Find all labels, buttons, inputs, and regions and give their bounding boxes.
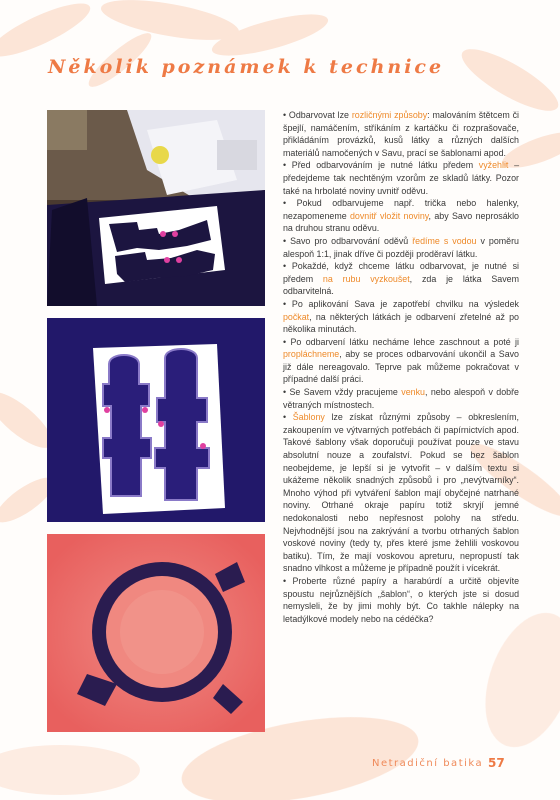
footer-book-title: Netradiční batika	[372, 758, 484, 769]
paragraph-2: • Před odbarvováním je nutné látku předem vyžehlit – předejdeme tak nechtěným vzorům ze skladů látky. Pozor také na hrbolaté noviny uvnitř oděvu.	[283, 160, 520, 196]
paragraph-5: • Pokaždé, když chceme látku odbarvovat, je nutné si předem na rubu vyzkoušet, zda je látka Savem odbarvitelná.	[283, 261, 520, 297]
page-title: Několik poznámek k technice	[48, 56, 445, 78]
paragraph-9: • Šablony lze získat různými způsoby – obkreslením, zakoupením ve výtvarných potřebách či papírnictvích apod. Takové šablony však doporučuji používat pouze ve stavu absolutní nouze a zoufalství. Pokud se bez šablon neobejdeme, je lepší si je vytvořit – v dalším textu si ukážeme několik snadných způsobů i pro „nevýtvarníky“. Mnoho výhod při vytváření šablon mají obyčejné natrhané noviny. Otrhané okraje papíru totiž skryjí jemné nedokonalosti nebo nepřesnost polohy na středu. Nejvhodnější jsou na zakrývání a tvorbu otrhaných šablon voskové noviny (tedy ty, přes které jsme žehlili voskovou batiku). Tím, že mají voskovou apreturu, nepropustí tak snadno vlhkost a můžeme je případně použít i vícekrát.	[283, 412, 520, 574]
body-text	[283, 109, 519, 625]
paragraph-6: • Po aplikování Sava je zapotřebí chvilku na výsledek počkat, na některých látkách je odbarvení zřetelné až po několika minutách.	[283, 298, 519, 335]
paragraph-7: • Po odbarvení látku necháme lehce zaschnout a poté ji propláchneme, aby se proces odbarvování ukončil a Savo již dále nereagovalo. Teprve pak můžeme pokračovat v případné další práci.	[283, 336, 519, 385]
paragraph-10: • Proberte různé papíry a harabúrdí a určitě objevíte spoustu nejrůznějších „šablon“, o kterých jste si dosud nemysleli, že by jimi mohly být. Co takhle nálepky na letadýlkové modely nebo na cédéčka?	[283, 575, 519, 624]
photo-stencil-on-shirt	[47, 110, 265, 306]
paragraph-4: • Savo pro odbarvování oděvů ředíme s vodou v poměru alespoň 1:1, jinak dříve či později proděraví látku.	[283, 235, 519, 259]
page-number: 57	[488, 756, 505, 770]
photo-bleached-shirt	[47, 318, 265, 522]
paragraph-8: • Se Savem vždy pracujeme venku, nebo alespoň v dobře větraných místnostech.	[283, 387, 519, 410]
paragraph-3: • Pokud odbarvujeme např. trička nebo halenky, nezapomeneme dovnitř vložit noviny, aby Savo neprosáklo na druhou stranu oděvu.	[283, 198, 519, 234]
paragraph-1: • Odbarvovat lze rozličnými způsoby: malováním štětcem či špejlí, namáčením, stříkáním z kartáčku či rozprašovače, přikládáním provázků, kusů látky a různých dalších materiálů namočených v Savu, prací se šablonami apod.	[283, 110, 520, 158]
photo-bleached-circle	[47, 534, 265, 732]
